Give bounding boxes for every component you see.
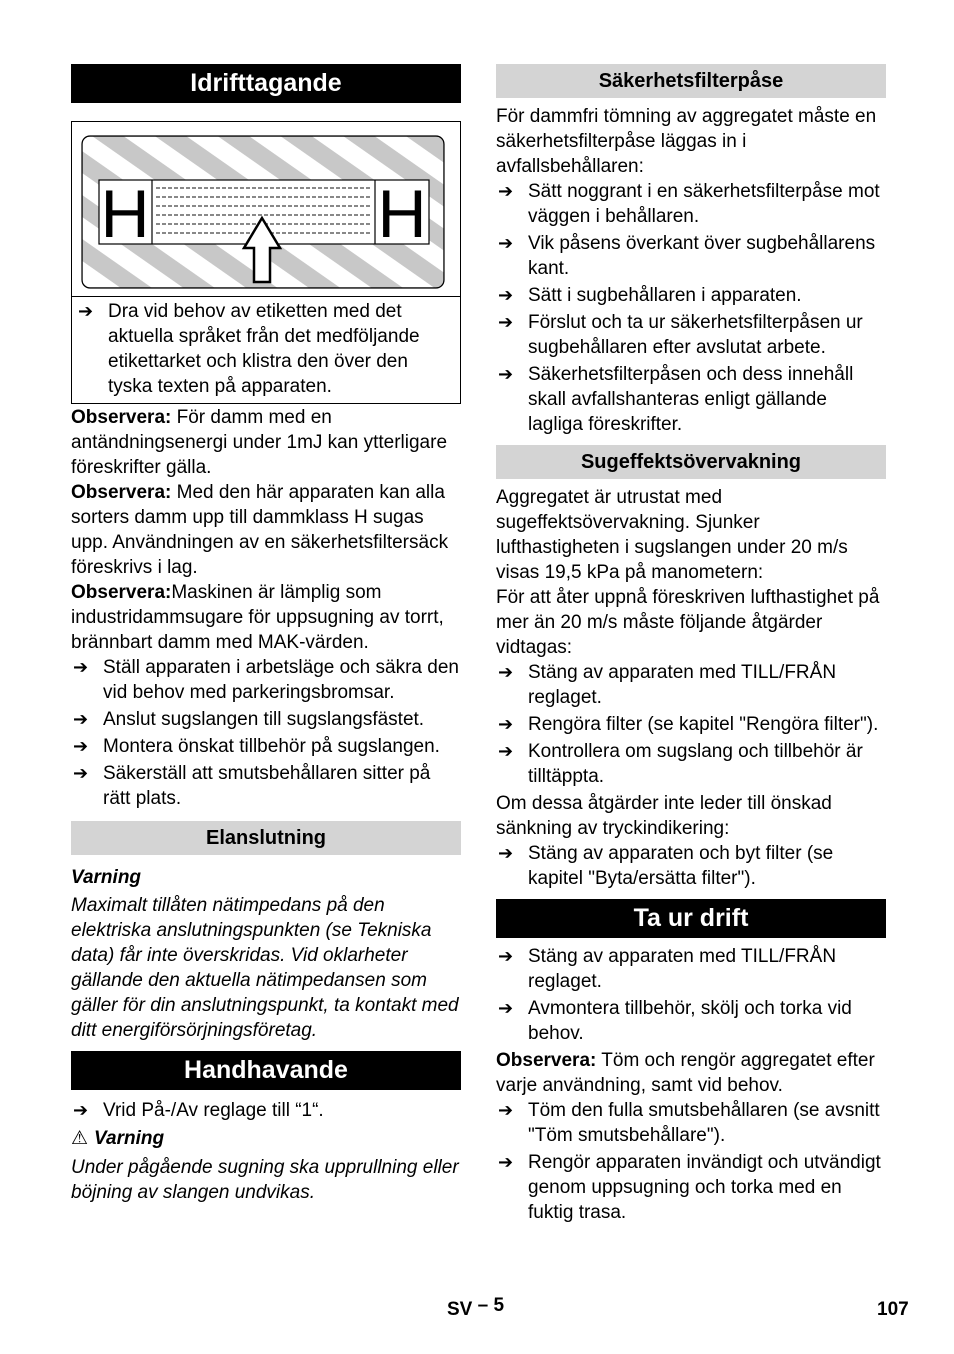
note-paragraph: Observera: Töm och rengör aggregatet efter varje användning, samt vid behov. bbox=[496, 1050, 875, 1096]
left-column bbox=[71, 64, 461, 1205]
list-item: ➔ Avmontera tillbehör, skölj och torka vid behov. bbox=[498, 998, 852, 1044]
arrow-right-icon: ➔ bbox=[73, 763, 89, 783]
list-item: ➔ Stäng av apparaten med TILL/FRÅN reglaget. bbox=[498, 662, 837, 708]
warning-label: Varning bbox=[71, 867, 142, 888]
monitoring-steps bbox=[496, 660, 886, 789]
arrow-right-icon: ➔ bbox=[73, 1100, 89, 1120]
arrow-right-icon: ➔ bbox=[498, 998, 514, 1018]
arrow-right-icon: ➔ bbox=[498, 364, 514, 384]
list-item: ➔ Töm den fulla smutsbehållaren (se avsnitt "Töm smutsbehållare"). bbox=[498, 1100, 880, 1146]
list-item: ➔ Montera önskat tillbehör på sugslangen. bbox=[73, 736, 440, 757]
arrow-right-icon: ➔ bbox=[498, 285, 514, 305]
warning-triangle-icon: ⚠ bbox=[71, 1128, 89, 1149]
shutdown-steps bbox=[496, 944, 886, 1046]
arrow-right-icon: ➔ bbox=[498, 312, 514, 332]
heading-handhavande: Handhavande bbox=[71, 1051, 461, 1090]
list-item: ➔ Anslut sugslangen till sugslangsfästet. bbox=[73, 709, 425, 730]
intro-paragraph: Om dessa åtgärder inte leder till önskad sänkning av tryckindikering: bbox=[496, 793, 832, 839]
list-item: ➔ Stäng av apparaten och byt filter (se kapitel "Byta/ersätta filter"). bbox=[498, 843, 834, 889]
list-item: ➔ Vik påsens överkant över sugbehållarens kant. bbox=[498, 233, 876, 279]
note-paragraph: Observera:Maskinen är lämplig som industridammsugare för uppsugning av torrt, brännbart damm med MAK-värden. bbox=[71, 582, 444, 653]
list-item: ➔ Stäng av apparaten med TILL/FRÅN reglaget. bbox=[498, 946, 837, 992]
arrow-right-icon: ➔ bbox=[498, 1152, 514, 1172]
list-item: ➔ Säkerställ att smutsbehållaren sitter på rätt plats. bbox=[73, 763, 431, 809]
label-figure bbox=[71, 121, 461, 297]
intro-paragraph: För dammfri tömning av aggregatet måste en säkerhetsfilterpåse läggas in i avfallsbehållaren: bbox=[496, 106, 877, 177]
heading-elanslutning: Elanslutning bbox=[71, 821, 461, 855]
heading-ta-ur-drift: Ta ur drift bbox=[496, 899, 886, 938]
arrow-right-icon: ➔ bbox=[498, 714, 514, 734]
warning-text: Under pågående sugning ska upprullning eller böjning av slangen undvikas. bbox=[71, 1157, 459, 1203]
list-item: ➔ Kontrollera om sugslang och tillbehör är tilltäppta. bbox=[498, 741, 863, 787]
h-letter-right: H bbox=[377, 176, 427, 252]
footer-section-page: – 5 bbox=[477, 1295, 505, 1316]
arrow-right-icon: ➔ bbox=[78, 301, 94, 321]
filterbag-steps bbox=[496, 179, 886, 437]
arrow-right-icon: ➔ bbox=[498, 233, 514, 253]
intro-paragraph: Aggregatet är utrustat med sugeffektsövervakning. Sjunker lufthastigheten i sugslangen under 20 m/s visas 19,5 kPa på manometern: bbox=[496, 487, 848, 583]
note-paragraph: Observera: Med den här apparaten kan alla sorters damm upp till dammklass H sugas upp. Användningen av en säkerhetsfiltersäck föreskrivs i lag. bbox=[71, 482, 449, 578]
arrow-right-icon: ➔ bbox=[498, 662, 514, 682]
heading-idrifttagande: Idrifttagande bbox=[71, 64, 461, 103]
list-item: ➔ Ställ apparaten i arbetsläge och säkra den vid behov med parkeringsbromsar. bbox=[73, 657, 459, 703]
list-item: ➔ Sätt noggrant i en säkerhetsfilterpåse mot väggen i behållaren. bbox=[498, 181, 880, 227]
heading-sugeffektsovervakning: Sugeffektsövervakning bbox=[496, 445, 886, 479]
warning-text: Maximalt tillåten nätimpedans på den elektriska anslutningspunkten (se Tekniska data) får inte överskridas. Vid oklarheter gällande den aktuella nätimpedansen som gäller för din anslutningspunkt, ta kontakt med ditt energiförsörjningsföretag. bbox=[71, 895, 459, 1041]
note-paragraph: Observera: För damm med en antändningsenergi under 1mJ kan ytterligare föreskrifter gälla. bbox=[71, 407, 448, 478]
arrow-right-icon: ➔ bbox=[498, 946, 514, 966]
monitoring-steps-2 bbox=[496, 841, 886, 891]
list-item: ➔ Förslut och ta ur säkerhetsfilterpåsen ur sugbehållaren efter avslutat arbete. bbox=[498, 312, 863, 358]
h-letter-left: H bbox=[100, 176, 150, 252]
list-item: ➔ Vrid På-/Av reglage till “1“. bbox=[73, 1100, 324, 1121]
label-instruction-box bbox=[71, 297, 461, 404]
list-item: ➔ Dra vid behov av etiketten med det aktuella språket från det medföljande etikettarket och klistra den över den tyska texten på apparaten. bbox=[78, 301, 420, 397]
arrow-right-icon: ➔ bbox=[498, 843, 514, 863]
arrow-right-icon: ➔ bbox=[73, 657, 89, 677]
operation-steps bbox=[71, 1098, 461, 1123]
warning-label: ⚠ Varning bbox=[71, 1128, 165, 1149]
arrow-right-icon: ➔ bbox=[73, 709, 89, 729]
arrow-right-icon: ➔ bbox=[73, 736, 89, 756]
warning-label-illustration bbox=[72, 122, 460, 296]
footer-language: SV – 5 bbox=[447, 1295, 505, 1320]
arrow-right-icon: ➔ bbox=[498, 741, 514, 761]
start-steps bbox=[71, 655, 461, 811]
intro-paragraph: För att åter uppnå föreskriven lufthastighet på mer än 20 m/s måste följande åtgärder vidtagas: bbox=[496, 587, 880, 658]
list-item: ➔ Rengöra filter (se kapitel "Rengöra filter"). bbox=[498, 714, 879, 735]
list-item: ➔ Säkerhetsfilterpåsen och dess innehåll skall avfallshanteras enligt gällande lagliga föreskrifter. bbox=[498, 364, 854, 435]
heading-sakerhetsfilterpase: Säkerhetsfilterpåse bbox=[496, 64, 886, 98]
page-number: 107 bbox=[877, 1299, 909, 1320]
arrow-right-icon: ➔ bbox=[498, 181, 514, 201]
shutdown-steps-2 bbox=[496, 1098, 886, 1225]
list-item: ➔ Sätt i sugbehållaren i apparaten. bbox=[498, 285, 802, 306]
right-column bbox=[496, 64, 886, 1227]
list-item: ➔ Rengör apparaten invändigt och utvändigt genom uppsugning och torka med en fuktig trasa. bbox=[498, 1152, 881, 1223]
arrow-right-icon: ➔ bbox=[498, 1100, 514, 1120]
